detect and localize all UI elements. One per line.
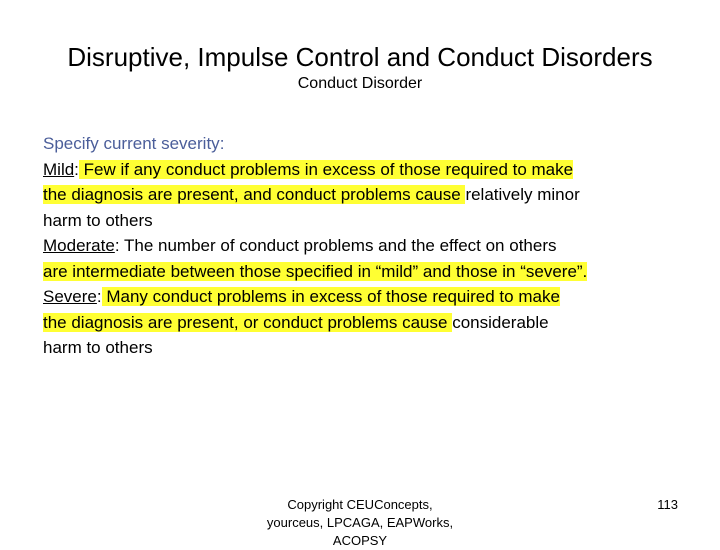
moderate-term: Moderate (43, 236, 115, 255)
severe-colon: : (96, 287, 102, 306)
slide-subtitle: Conduct Disorder (297, 75, 423, 92)
page-number: 113 (657, 497, 678, 512)
moderate-line-1 (43, 233, 693, 259)
copyright-line-1: Copyright CEUConcepts, (287, 497, 433, 512)
moderate-text-2: are intermediate between those specified in “mild” and those in “severe”. (43, 261, 588, 281)
severe-line-2 (43, 310, 693, 336)
mild-term: Mild (43, 159, 75, 179)
specify-colon: : (219, 134, 225, 153)
mild-line-3: harm to others (43, 210, 153, 230)
copyright-line-3: ACOPSY (332, 533, 388, 548)
mild-text-2-rest: relatively minor (465, 185, 580, 204)
moderate-text-1: The number of conduct problems and the effect on others (119, 236, 557, 255)
mild-line-2 (43, 182, 693, 208)
severe-term: Severe (43, 287, 97, 306)
moderate-colon: : (114, 236, 120, 255)
mild-text-1: Few if any conduct problems in excess of those required to make (78, 159, 574, 179)
severe-text-2-rest: considerable (452, 312, 549, 332)
severity-content (43, 131, 693, 361)
slide-title: Disruptive, Impulse Control and Conduct Disorders (67, 42, 653, 72)
specify-label: Specify current severity (43, 134, 220, 153)
mild-colon: : (74, 159, 79, 179)
specify-line (43, 131, 693, 157)
severe-line-3: harm to others (43, 338, 153, 357)
mild-text-2-highlight: the diagnosis are present, and conduct problems cause (43, 185, 466, 204)
severe-text-2-highlight: the diagnosis are present, or conduct problems cause (43, 312, 453, 332)
moderate-line-2 (43, 259, 693, 285)
copyright-footer (250, 496, 470, 548)
mild-line-1 (43, 157, 693, 183)
severe-line-1 (43, 284, 693, 310)
severe-text-1: Many conduct problems in excess of those required to make (101, 287, 560, 306)
copyright-line-2: yourceus, LPCAGA, EAPWorks, (266, 515, 454, 530)
